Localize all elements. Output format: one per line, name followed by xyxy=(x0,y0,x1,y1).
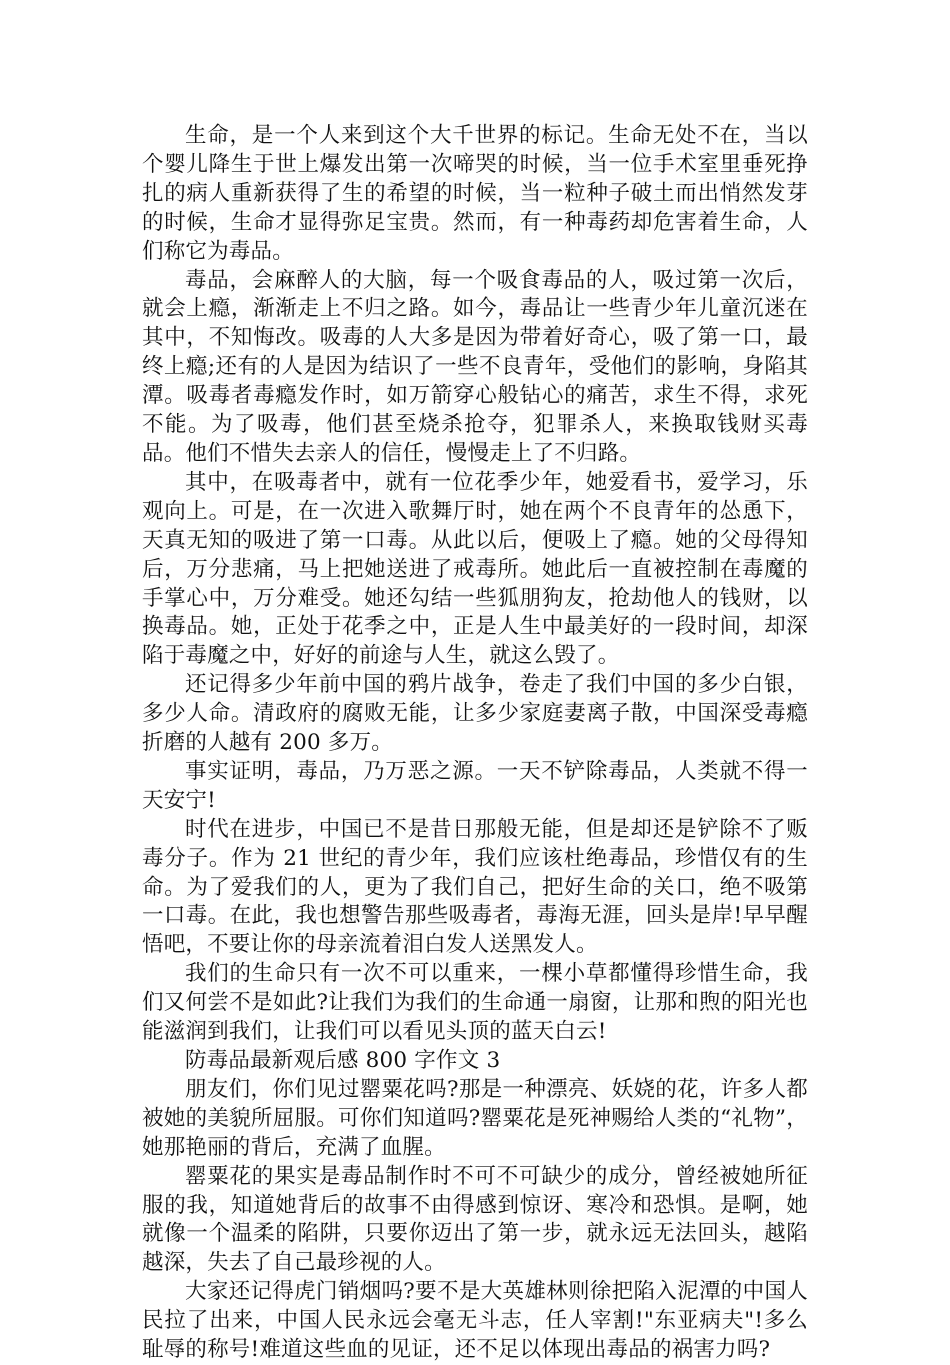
paragraph-1: 生命，是一个人来到这个大千世界的标记。生命无处不在，当以个婴儿降生于世上爆发出第一次啼哭的时候，当一位手术室里垂死挣扎的病人重新获得了生的希望的时候，当一粒种子破土而出悄然发芽的时候，生命才显得弥足宝贵。然而，有一种毒药却危害着生命，人们称它为毒品。 xyxy=(142,123,808,264)
paragraph-2: 毒品，会麻醉人的大脑，每一个吸食毒品的人，吸过第一次后，就会上瘾，渐渐走上不归之路。如今，毒品让一些青少年儿童沉迷在其中，不知悔改。吸毒的人大多是因为带着好奇心，吸了第一口，最终上瘾;还有的人是因为结识了一些不良青年，受他们的影响，身陷其潭。吸毒者毒瘾发作时，如万箭穿心般钻心的痛苦，求生不得，求死不能。为了吸毒，他们甚至烧杀抢夺，犯罪杀人，来换取钱财买毒品。他们不惜失去亲人的信任，慢慢走上了不归路。 xyxy=(142,267,808,466)
paragraph-10: 大家还记得虎门销烟吗?要不是大英雄林则徐把陷入泥潭的中国人民拉了出来，中国人民永远会毫无斗志，任人宰割!"东亚病夫"!多么耻辱的称号!难道这些血的见证，还不足以体现出毒品的祸害力吗? xyxy=(142,1279,808,1363)
section-heading: 防毒品最新观后感 800 字作文 3 xyxy=(185,1048,501,1073)
paragraph-3: 其中，在吸毒者中，就有一位花季少年，她爱看书，爱学习，乐观向上。可是，在一次进入歌舞厅时，她在两个不良青年的怂恿下，天真无知的吸进了第一口毒。从此以后，便吸上了瘾。她的父母得知后，万分悲痛，马上把她送进了戒毒所。她此后一直被控制在毒魔的手掌心中，万分难受。她还勾结一些狐朋狗友，抢劫他人的钱财，以换毒品。她，正处于花季之中，正是人生中最美好的一段时间，却深陷于毒魔之中，好好的前途与人生，就这么毁了。 xyxy=(142,469,808,669)
article-body xyxy=(142,122,808,1365)
paragraph-7: 我们的生命只有一次不可以重来，一棵小草都懂得珍惜生命，我们又何尝不是如此?让我们为我们的生命通一扇窗，让那和煦的阳光也能滋润到我们，让我们可以看见头顶的蓝天白云! xyxy=(142,961,808,1045)
paragraph-9: 罂粟花的果实是毒品制作时不可不可缺少的成分，曾经被她所征服的我，知道她背后的故事不由得感到惊讶、寒冷和恐惧。是啊，她就像一个温柔的陷阱，只要你迈出了第一步，就永远无法回头，越陷越深，失去了自己最珍视的人。 xyxy=(142,1163,808,1276)
paragraph-6: 时代在进步，中国已不是昔日那般无能，但是却还是铲除不了贩毒分子。作为 21 世纪的青少年，我们应该杜绝毒品，珍惜仅有的生命。为了爱我们的人，更为了我们自己，把好生命的关口，绝不吸第一口毒。在此，我也想警告那些吸毒者，毒海无涯，回头是岸!早早醒悟吧，不要让你的母亲流着泪白发人送黑发人。 xyxy=(142,816,808,958)
paragraph-4: 还记得多少年前中国的鸦片战争，卷走了我们中国的多少白银，多少人命。清政府的腐败无能，让多少家庭妻离子散，中国深受毒瘾折磨的人越有 200 多万。 xyxy=(142,672,808,756)
paragraph-8: 朋友们，你们见过罂粟花吗?那是一种漂亮、妖娆的花，许多人都被她的美貌所屈服。可你们知道吗?罂粟花是死神赐给人类的“礼物”，她那艳丽的背后，充满了血腥。 xyxy=(142,1076,808,1160)
paragraph-5: 事实证明，毒品，乃万恶之源。一天不铲除毒品，人类就不得一天安宁! xyxy=(142,758,808,813)
